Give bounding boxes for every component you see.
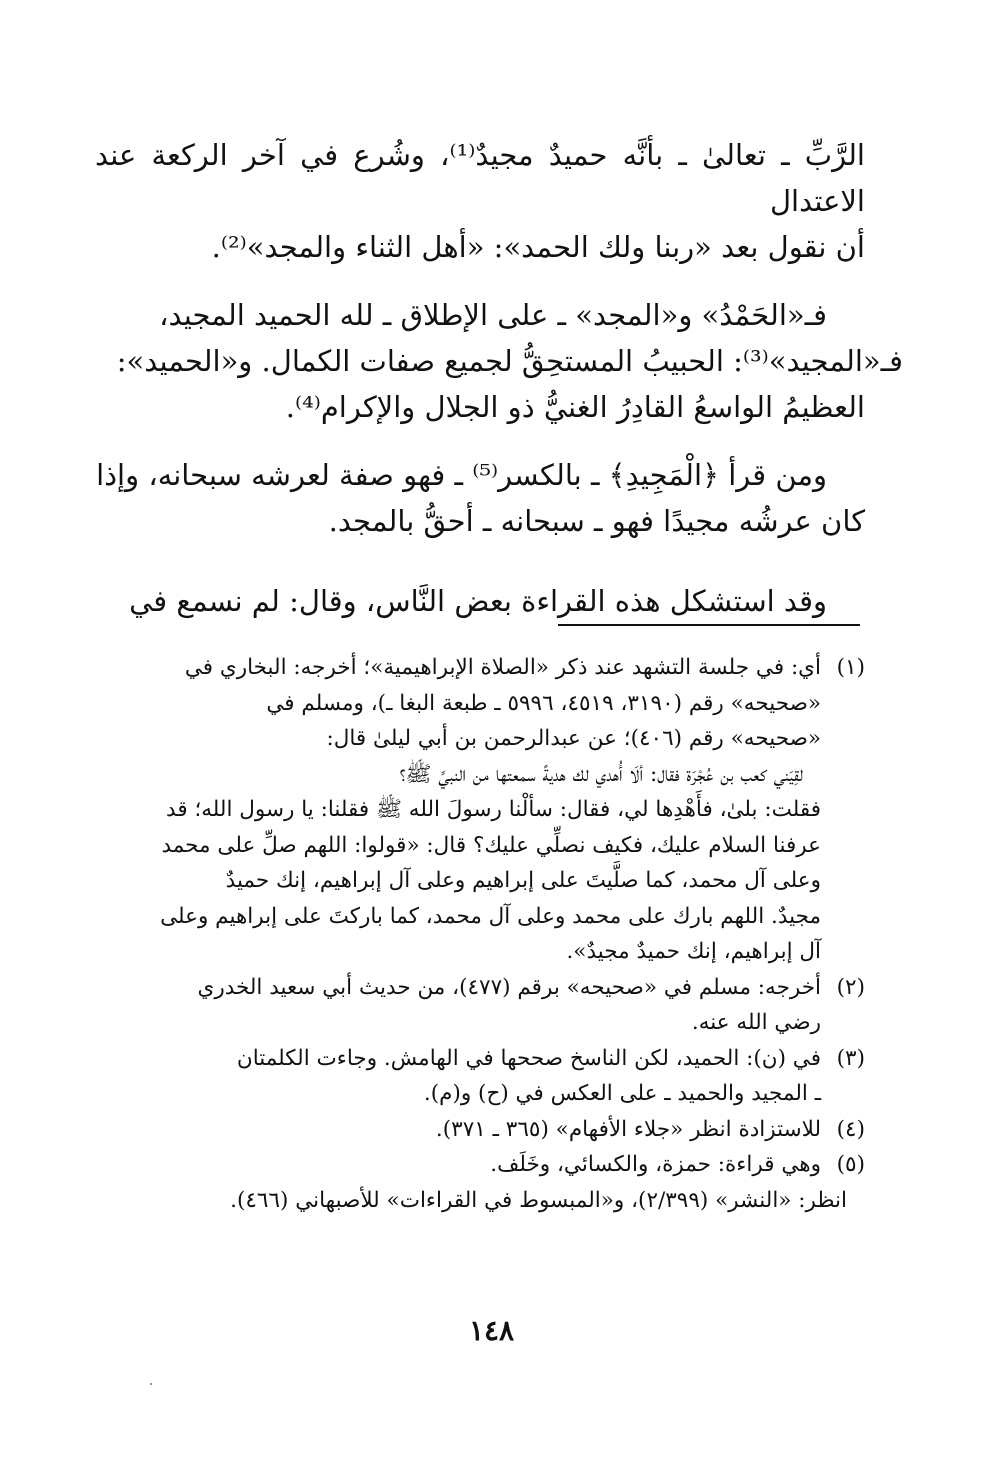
footnote-line: في (ن): الحميد، لكن الناسخ صححها في الهامش. وجاءت الكلمتان [236,1045,821,1071]
footnote-3 [95,1041,865,1112]
text-line: كان عرشُه مجيدًا فهو ـ سبحانه ـ أحقُّ بالمجد. [328,504,865,538]
footnote-line: أي: في جلسة التشهد عند ذكر «الصلاة الإبراهيمية»؛ أخرجه: البخاري في [184,655,821,680]
footnote-body [95,650,821,970]
footnote-line: ـ المجيد والحميد ـ على العكس في (ح) و(م). [423,1081,821,1106]
footnote-line: آل إبراهيم، إنك حميدٌ مجيدٌ». [566,939,821,964]
main-text [95,132,903,646]
text-line: العظيمُ الواسعُ القادِرُ الغنيُّ ذو الجلال والإكرام⁽⁴⁾. [285,390,865,424]
footnote-line: فقلت: بلىٰ، فأَهْدِها لي، فقال: سألْنا رسولَ الله ﷺ فقلنا: يا رسول الله؛ قد [166,797,821,822]
footnote-line: أخرجه: مسلم في «صحيحه» برقم (٤٧٧)، من حديث أبي سعيد الخدري [197,974,821,1000]
footnotes [95,650,865,1218]
footnote-line: انظر: «النشر» (٢/٣٩٩)، و«المبسوط في القراءات» للأصبهاني (٤٦٦). [230,1187,847,1213]
footnote-5 [95,1147,865,1218]
footnote-body [95,1112,821,1148]
footnote-line: «صحيحه» رقم (٤٠٦)؛ عن عبدالرحمن بن أبي ليلىٰ قال: [326,726,821,751]
paragraph-2 [95,292,903,430]
page-number: ١٤٨ [468,1314,515,1347]
footnote-line: وهي قراءة: حمزة، والكسائي، وخَلَف. [490,1152,821,1177]
footnote-body [95,1041,821,1112]
text-line: أن نقول بعد «ربنا ولك الحمد»: «أهل الثناء والمجد»⁽²⁾. [211,230,865,264]
text-line: فـ«المجيد»⁽³⁾: الحبيبُ المستحِقُّ لجميع صفات الكمال. و«الحميد»: [116,344,903,378]
footnote-number: (٢) [836,974,865,1000]
footnote-number: (٣) [836,1045,865,1071]
text-line: فـ«الحَمْدُ» و«المجد» ـ على الإطلاق ـ لله الحميد المجيد، [159,298,827,332]
scan-speck [150,1383,152,1385]
footnote-line: للاستزادة انظر «جلاء الأفهام» (٣٦٥ ـ ٣٧١). [435,1116,821,1142]
paragraph-3 [95,452,865,544]
footnote-body [95,970,821,1041]
footnote-number: (٥) [836,1152,865,1177]
text-line: الرَّبِّ ـ تعالىٰ ـ بأنَّه حميدٌ مجيدٌ⁽¹⁾، وشُرع في آخر الركعة عند الاعتدال [95,138,865,218]
paragraph-4 [95,578,865,624]
footnote-line: مجيدٌ. اللهم بارك على محمد وعلى آل محمد، كما باركتَ على إبراهيم وعلى [160,903,821,929]
footnote-line: «صحيحه» رقم (٣١٩٠، ٤٥١٩، ٥٩٩٦ ـ طبعة البغا ـ)، ومسلم في [266,690,821,716]
footnote-4 [95,1112,865,1148]
footnote-2 [95,970,865,1041]
text-line: وقد استشكل هذه القراءة بعض النَّاس، وقال: لم نسمع في [129,584,827,618]
footnote-number: (٤) [836,1116,865,1142]
footnote-line: وعلى آل محمد، كما صلَّيتَ على إبراهيم وعلى آل إبراهيم، إنك حميدٌ [225,868,821,893]
footnote-line: عرفنا السلام عليك، فكيف نصلِّي عليك؟ قال: «قولوا: اللهم صلِّ على محمد [161,832,821,858]
footnote-separator [558,624,860,626]
footnote-body [95,1147,847,1218]
footnote-line: لقِيَني كعب بن عُجْرَة فقال: ألَا أُهدي لك هديةً سمعتها من النبيِّ ﷺ؟ [399,761,803,787]
text-line: ومن قرأ ﴿الْمَجِيدِ﴾ ـ بالكسر⁽⁵⁾ ـ فهو صفة لعرشه سبحانه، وإذا [96,458,827,492]
footnote-1 [95,650,865,970]
paragraph-1 [95,132,865,270]
footnote-number: (١) [836,655,865,680]
footnote-line: رضي الله عنه. [691,1010,821,1035]
